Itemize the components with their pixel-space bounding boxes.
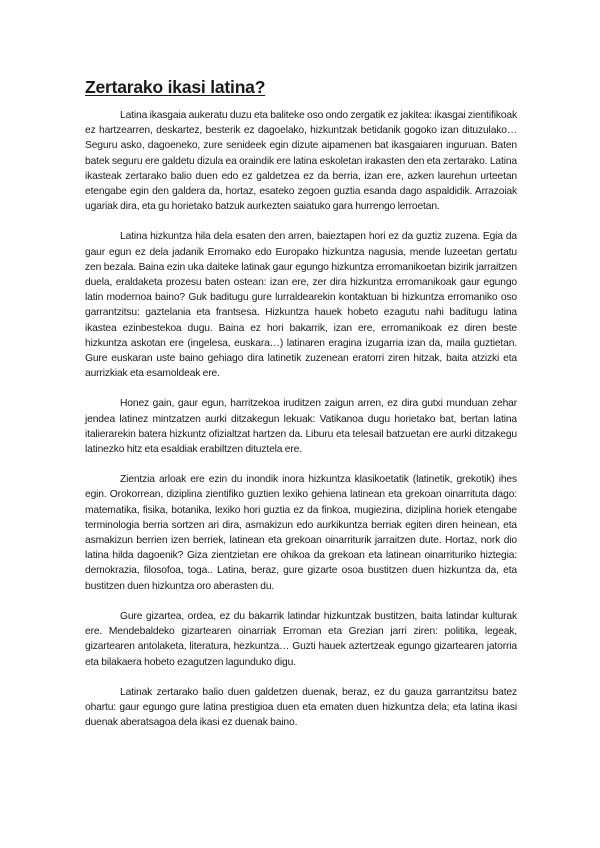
page-title: Zertarako ikasi latina? [85,77,266,97]
paragraph-4: Zientzia arloak ere ezin du inondik inora hizkuntza klasikoetatik (latinetik, grekotik) ihes egin. Orokorrean, diziplina zientifiko guztien lexiko gehiena latinean eta grekoan oinarrituta dago: matematika, fisika, botanika, lexiko hori guztia ez da finkoa, mugiezina, diziplina horiek etengabe terminologia berria sortzen ari dira, asmakizun edo aurkikuntza berriak egiten diren heinean, eta asmakizun berrien izen berriek, latinean eta grekoan oinarriturik jarraitzen dute. Hortaz, nork dio latina hilda dagoenik? Giza zientzietan ere ohikoa da grekoan eta latinean oinarrituriko hiztegia: demokrazia, filosofoa, toga.. Latina, beraz, gure gizarte osoa bustitzen duen hizkuntza da, eta bustitzen duen hizkuntza oro aberasten du. [85,474,517,592]
paragraph-2: Latina hizkuntza hila dela esaten den arren, baieztapen hori ez da guztiz zuzena. Egia da gaur egun ez dela jadanik Erromako edo Europako hizkuntza nagusia, mende luzeetan gertatu zen bezala. Baina ezin uka daiteke latinak gaur egungo hizkuntza erromanikoetan bizirik jarraitzen duela, eraldaketa prozesu baten ostean: izan ere, zer dira hizkuntza erromanikoak gaur egungo latin modernoa baino? Guk baditugu gure lurraldearekin kontaktuan bi hizkuntza erromaniko oso garrantzitsu: gaztelania eta frantsesa. Hizkuntza hauek hobeto ezagutu nahi baditugu latina ikastea ezinbestekoa dugu. Baina ez hori bakarrik, izan ere, erromanikoak ez diren beste hizkuntza askotan ere (ingelesa, euskara…) latinaren eragina izugarria izan da, maila guztietan. Gure euskaran uste baino gehiago dira latinetik zuzenean eratorri ziren hitzak, baita atzizki eta aurrizkiak eta esamoldeak ere. [85,231,517,380]
document-page [85,76,517,745]
paragraph-1: Latina ikasgaia aukeratu duzu eta baliteke oso ondo zergatik ez jakitea: ikasgai zientifikoak ez hartzearren, deskartez, besterik ez dagoelako, hizkuntzak betidanik gogoko izan dituzulako… Seguru asko, dagoeneko, zure senideek egin dizute aipamenen bat ikasgaiaren inguruan. Baten batek seguru ere galdetu dizula ea oraindik ere latina eskoletan irakasten den eta zertarako. Latina ikasteak zertarako balio duen edo ez galdetzea ez da berria, izan ere, azken laurehun urteetan etengabe egin den galdera da, hortaz, esateko zegoen guztia esanda dago aspaldidik. Arrazoiak ugariak dira, eta gu horietako batzuk aurkezten saiatuko gara hurrengo lerroetan. [85,110,517,213]
paragraph-3: Honez gain, gaur egun, harritzekoa iruditzen zaigun arren, ez dira gutxi munduan zehar jendea latinez mintzatzen aurki ditzakegun lekuak: Vatikanoa dugu horietako bat, bertan latina italierarekin batera hizkuntz ofizialtzat hartzen da. Liburu eta telesail batzuetan ere aurki ditzakegu latinezko hitz eta esaldiak erabiltzen dituztela ere. [85,398,517,456]
paragraph-6: Latinak zertarako balio duen galdetzen duenak, beraz, ez du gauza garrantzitsu batez ohartu: gaur egungo gure latina prestigioa duen eta ematen duen hizkuntza dela; eta latina ikasi duenak aberatsagoa dela ikasi ez duenak baino. [85,686,517,729]
paragraph-5: Gure gizartea, ordea, ez du bakarrik latindar hizkuntzak bustitzen, baita latindar kulturak ere. Mendebaldeko gizartearen oinarriak Erroman eta Grezian jarri ziren: politika, legeak, gizartearen antolaketa, literatura, hezkuntza… Guzti hauek aztertzeak egungo gizartearen jatorria eta bilakaera hobeto ezagutzen lagunduko digu. [85,610,517,668]
